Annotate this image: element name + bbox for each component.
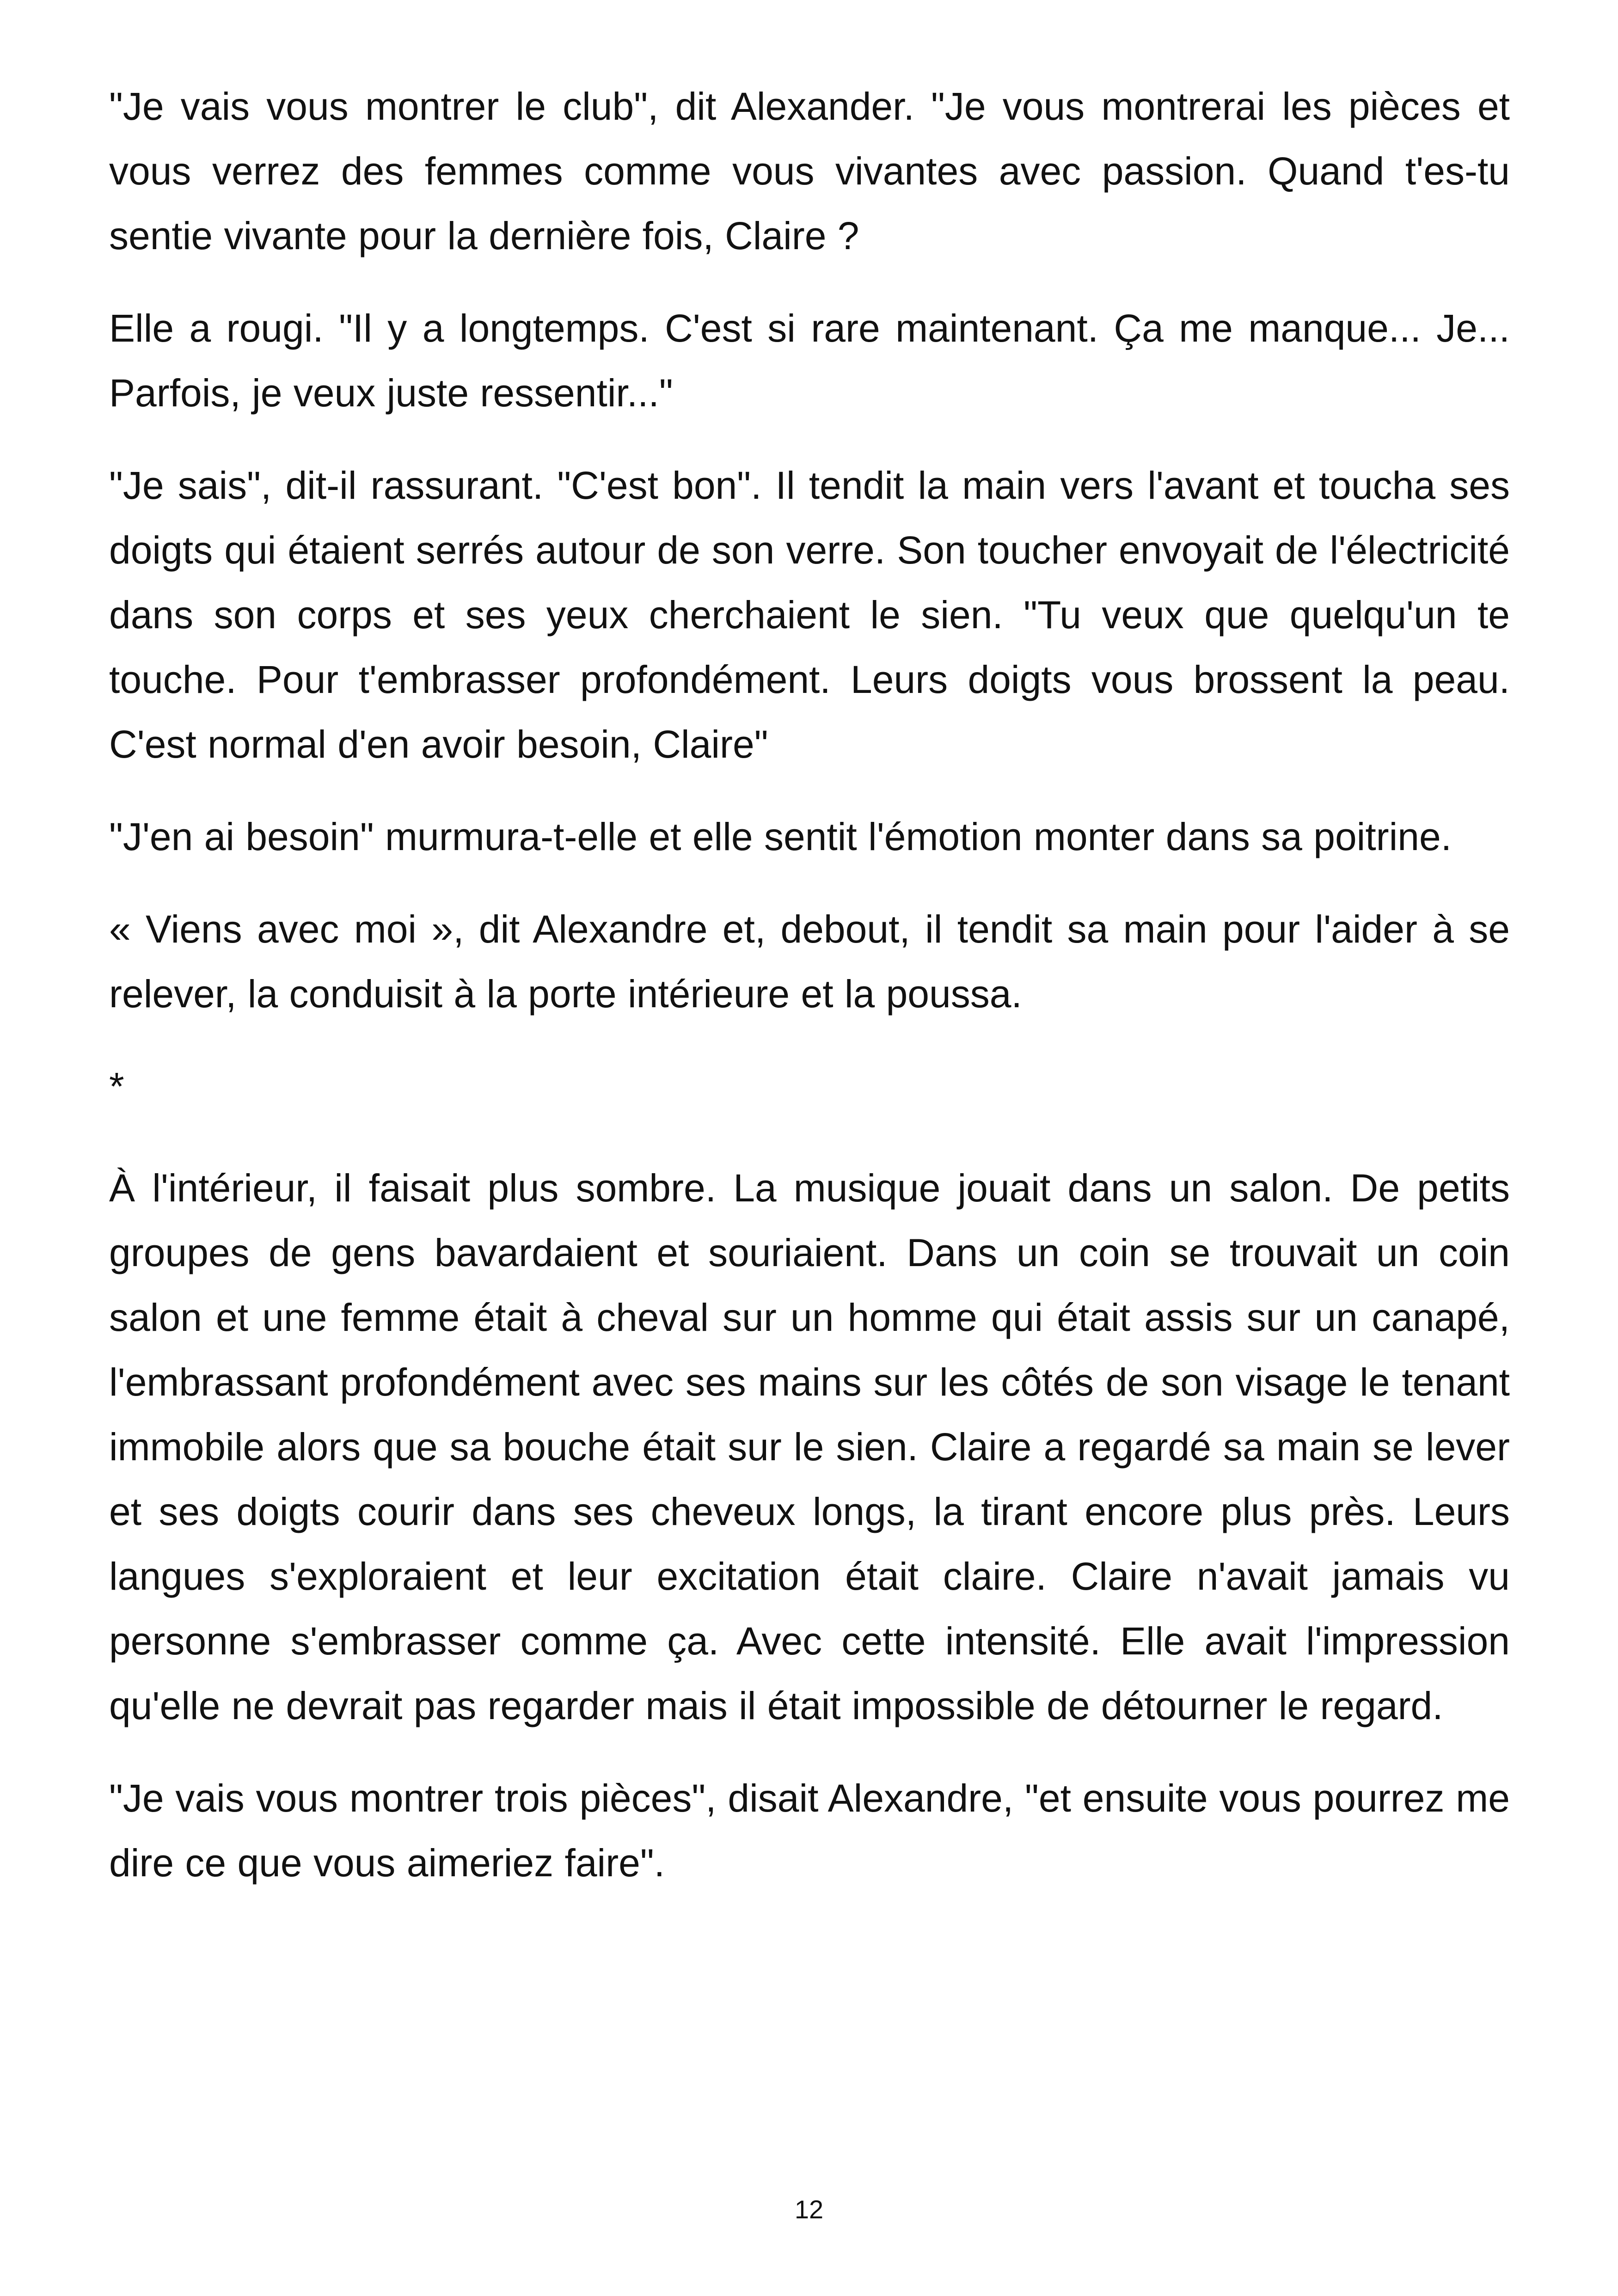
- section-separator: *: [109, 1065, 124, 1108]
- paragraph-5: « Viens avec moi », dit Alexandre et, debout, il tendit sa main pour l'aider à se relever, la conduisit à la porte intérieure et la poussa.: [109, 907, 1510, 1016]
- paragraph-3: "Je sais", dit-il rassurant. "C'est bon". Il tendit la main vers l'avant et toucha ses doigts qui étaient serrés autour de son verre. Son toucher envoyait de l'électricité dans son corps et ses yeux cherchaient le sien. "Tu veux que quelqu'un te touche. Pour t'embrasser profondément. Leurs doigts vous brossent la peau. C'est normal d'en avoir besoin, Claire": [109, 464, 1510, 766]
- paragraph-2: Elle a rougi. "Il y a longtemps. C'est si rare maintenant. Ça me manque... Je... Parfois, je veux juste ressentir...": [109, 306, 1510, 415]
- paragraph-6: À l'intérieur, il faisait plus sombre. La musique jouait dans un salon. De petits groupes de gens bavardaient et souriaient. Dans un coin se trouvait un coin salon et une femme était à cheval sur un homme qui était assis sur un canapé, l'embrassant profondément avec ses mains sur les côtés de son visage le tenant immobile alors que sa bouche était sur le sien. Claire a regardé sa main se lever et ses doigts courir dans ses cheveux longs, la tirant encore plus près. Leurs langues s'exploraient et leur excitation était claire. Claire n'avait jamais vu personne s'embrasser comme ça. Avec cette intensité. Elle avait l'impression qu'elle ne devrait pas regarder mais il était impossible de détourner le regard.: [109, 1166, 1510, 1727]
- paragraph-4: "J'en ai besoin" murmura-t-elle et elle sentit l'émotion monter dans sa poitrine.: [109, 815, 1452, 858]
- paragraph-7: "Je vais vous montrer trois pièces", disait Alexandre, "et ensuite vous pourrez me dire ce que vous aimeriez faire".: [109, 1776, 1510, 1885]
- paragraph-1: "Je vais vous montrer le club", dit Alexander. "Je vous montrerai les pièces et vous verrez des femmes comme vous vivantes avec passion. Quand t'es-tu sentie vivante pour la dernière fois, Claire ?: [109, 85, 1510, 257]
- body-text: [109, 74, 1510, 1923]
- page-number: 12: [794, 2195, 824, 2224]
